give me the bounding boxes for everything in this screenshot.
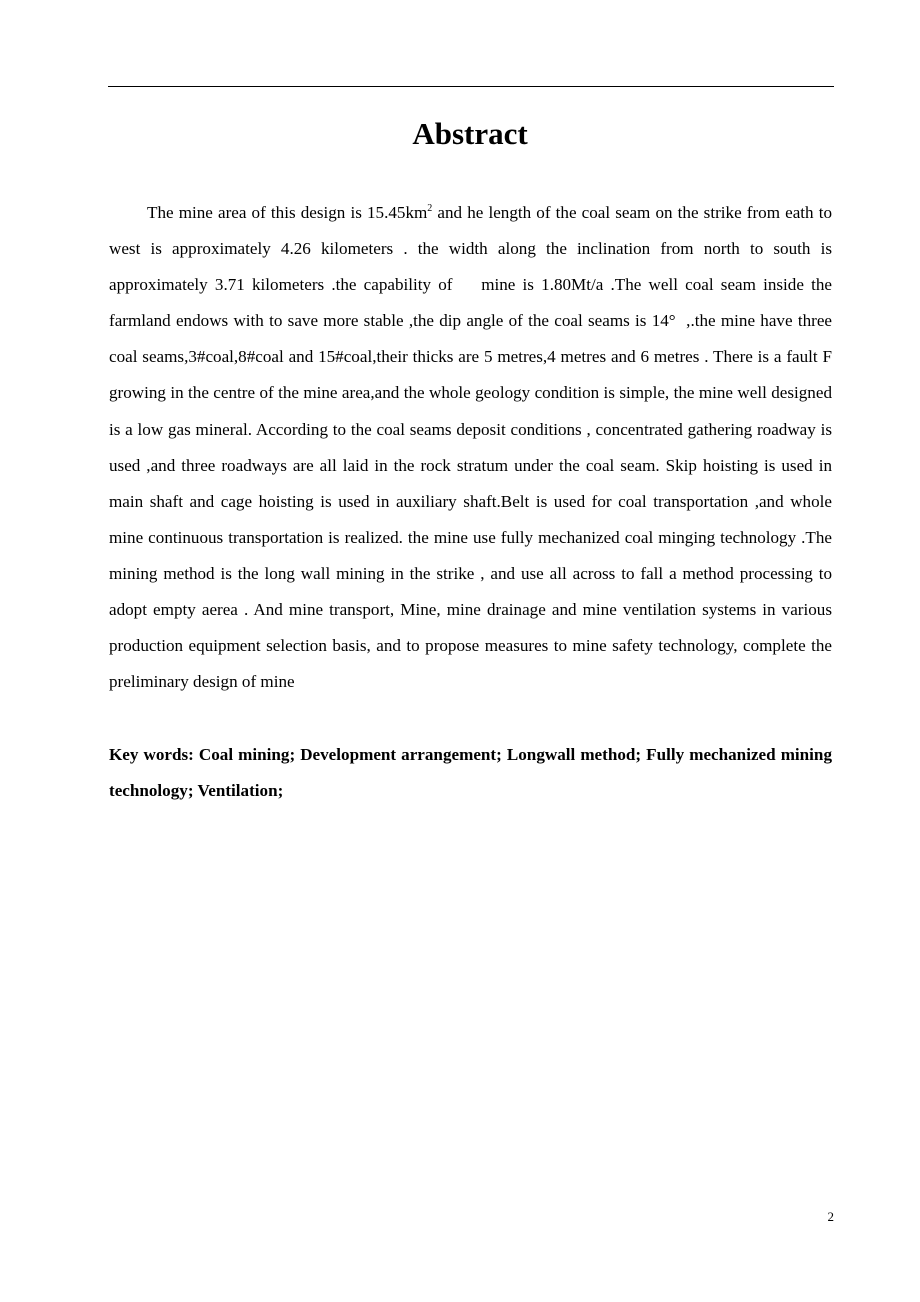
page-title: Abstract — [412, 116, 528, 151]
superscript-2: 2 — [427, 203, 433, 214]
page-number: 2 — [827, 1209, 834, 1224]
keywords-line: Key words: Coal mining; Development arrangement; Longwall method; Fully mechanized mining technology; Ventilation; — [109, 745, 832, 801]
abstract-text-part-1: The mine area of this design is 15.45km — [147, 203, 428, 222]
abstract-text-part-2: and he length of the coal seam on the strike from eath to west is approximately 4.26 kilometers . the width along the inclination from north to south is approximately 3.71 kilometers .the capability of mine is 1.80Mt/a .The well coal seam inside the farmland endows with to save more stable ,the dip angle of the coal seams is 14° ,.the mine have three coal seams,3#coal,8#coal and 15#coal,their thicks are 5 metres,4 metres and 6 metres . There is a fault F growing in the centre of the mine area,and the whole geology condition is simple, the mine well designed is a low gas mineral. According to the coal seams deposit conditions , concentrated gathering roadway is used ,and three roadways are all laid in the rock stratum under the coal seam. Skip hoisting is used in main shaft and cage hoisting is used in auxiliary shaft.Belt is used for coal transportation ,and whole mine continuous transportation is realized. the mine use fully mechanized coal minging technology .The mining method is the long wall mining in the strike , and use all across to fall a method processing to adopt empty aerea . And mine transport, Mine, mine drainage and mine ventilation systems in various production equipment selection basis, and to propose measures to mine safety technology, complete the preliminary design of mine — [109, 203, 832, 692]
abstract-paragraph — [109, 195, 832, 700]
header-rule — [108, 86, 834, 87]
